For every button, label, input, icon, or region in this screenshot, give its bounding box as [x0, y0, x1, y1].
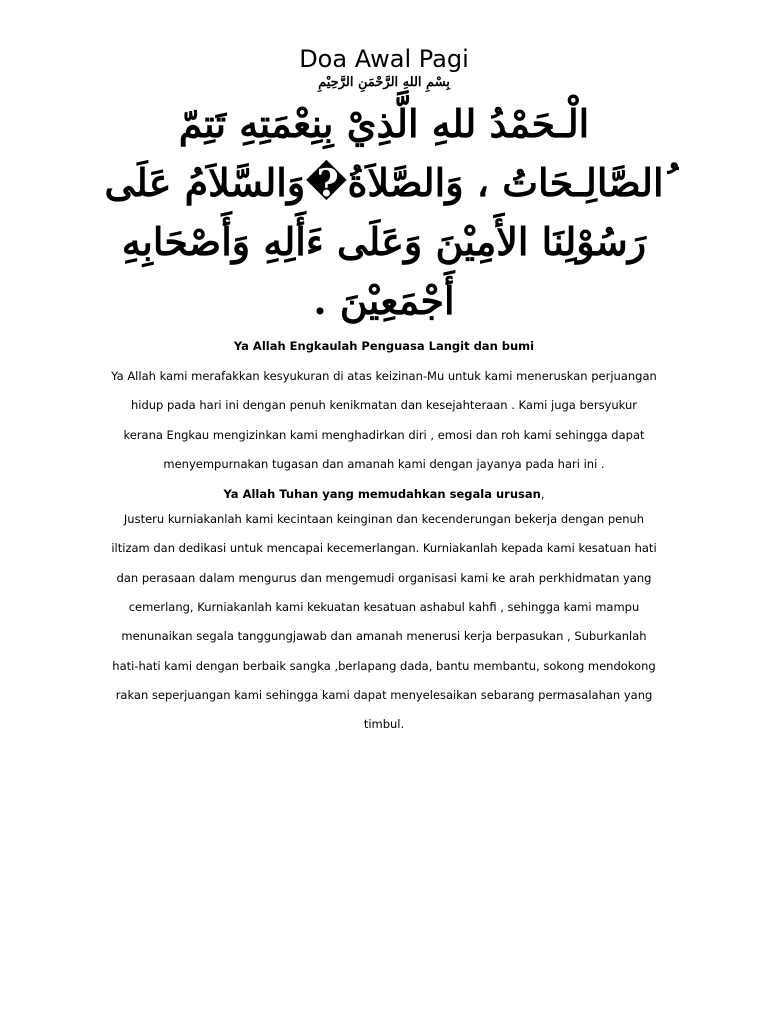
- heading-memudahkan-urusan-label: Ya Allah Tuhan yang memudahkan segala urusan: [223, 487, 541, 502]
- heading-memudahkan-urusan-comma: ,: [540, 487, 545, 502]
- heading-penguasa-langit: Ya Allah Engkaulah Penguasa Langit dan bumi: [233, 339, 535, 353]
- paragraph-kesyukuran: Ya Allah kami merafakkan kesyukuran di atas keizinan-Mu untuk kami meneruskan perjuangan hidup pada hari ini dengan penuh kenikmatan dan kesejahteraan . Kami juga bersyukur kerana Engkau mengizinkan kami menghadirkan diri , emosi dan roh kami sehingga dapat menyempurnakan tugasan dan amanah kami dengan jayanya pada hari ini .: [111, 369, 657, 471]
- paragraph-kurniakanlah: Justeru kurniakanlah kami kecintaan keinginan dan kecenderungan bekerja dengan penuh iltizam dan dedikasi untuk mencapai kecemerlangan. Kurniakanlah kepada kami kesatuan hati dan perasaan dalam mengurus dan mengemudi organisasi kami ke arah perkhidmatan yang cemerlang, Kurniakanlah kami kekuatan kesatuan ashabul kahfi , sehingga kami mampu menunaikan segala tanggungjawab dan amanah menerusi kerja berpasukan , Suburkanlah hati-hati kami dengan berbaik sangka ,berlapang dada, bantu membantu, sokong mendokong rakan seperjuangan kami sehingga kami dapat menyelesaikan sebarang permasalahan yang timbul.: [111, 512, 657, 732]
- heading-memudahkan-urusan: [110, 485, 658, 503]
- basmala-text: بِسْمِ اللهِ الرَّحْمَنِ الرَّحِيْمِ: [318, 75, 450, 90]
- arabic-prayer-text: الْـحَمْدُ للهِ الَّذِيْ بِنِعْمَتِهِ تَتِمّ ُالصَّالِـحَاتُ ، وَالصَّلاَةُ�وَالسَّلاَمُ عَلَى رَسُوْلِنَا الأَمِيْنَ وَعَلَى ءَأَلِهِ وَأَصْحَابِهِ أَجْمَعِيْنَ .: [104, 101, 664, 323]
- page-title: Doa Awal Pagi: [299, 45, 469, 73]
